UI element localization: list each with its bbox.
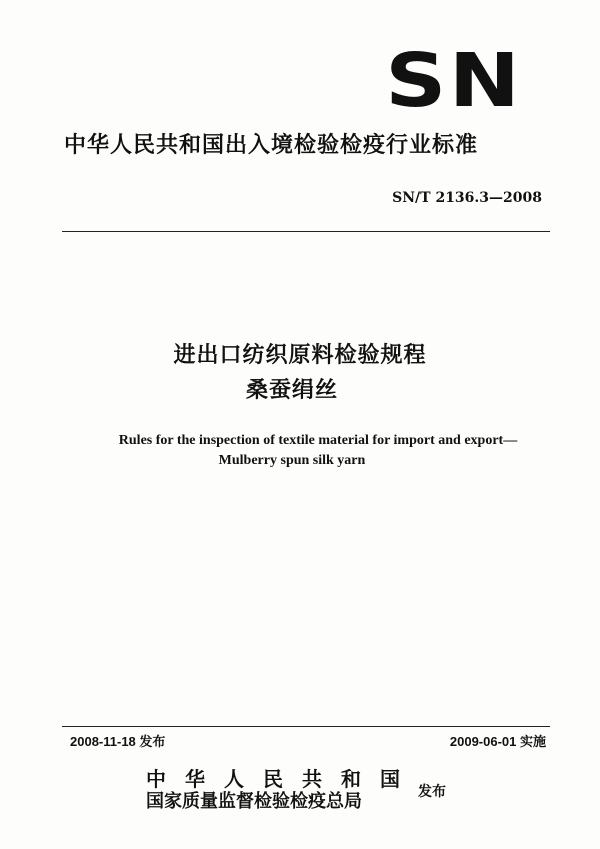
english-title-line-2: Mulberry spun silk yarn [218,453,366,468]
publish-label: 发布 [418,784,446,800]
implementation-date: 2009-06-01 实施 [449,734,546,749]
top-divider [62,231,550,232]
english-title-line-1: Rules for the inspection of textile material for import and export— [118,433,518,448]
bottom-divider [62,726,550,727]
standard-number: SN/T 2136.3—2008 [392,190,542,206]
standard-category-title: 中华人民共和国出入境检验检疫行业标准 [64,133,479,158]
issue-date: 2008-11-18 发布 [70,734,166,749]
chinese-title-line-2: 桑蚕绢丝 [245,378,338,403]
issuer-agency: 国家质量监督检验检疫总局 [146,791,362,812]
issuer-country: 中华人民共和国 [146,767,419,791]
chinese-title-line-1: 进出口纺织原料检验规程 [173,343,427,368]
sn-logo: SN [384,38,522,124]
